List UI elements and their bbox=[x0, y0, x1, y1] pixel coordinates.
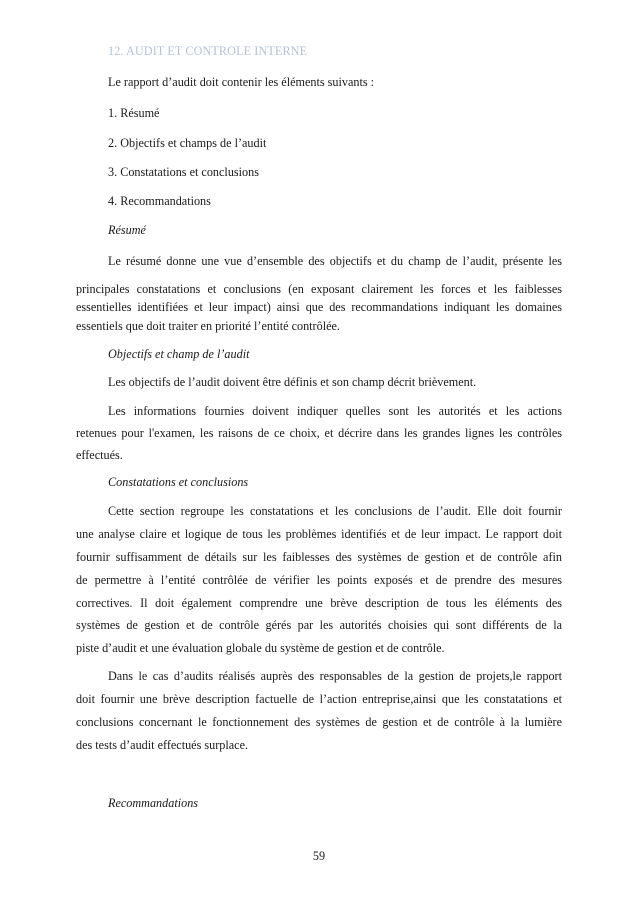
paragraph-line: Cette section regroupe les constatations et les conclusions de l’audit. Elle doit fournir bbox=[108, 504, 562, 518]
paragraph-line: conclusions concernant le fonctionnement des systèmes de gestion et de contrôle à la lumière bbox=[76, 715, 562, 729]
paragraph-line: Les informations fournies doivent indiquer quelles sont les autorités et les actions bbox=[108, 404, 562, 418]
page-number: 59 bbox=[312, 849, 326, 863]
subsection-title-resume: Résumé bbox=[108, 223, 146, 237]
paragraph-line: de permettre à l’entité contrôlée de vérifier les points exposés et de prendre des mesures bbox=[76, 573, 562, 587]
paragraph-line: une analyse claire et logique de tous les problèmes identifiés et de leur impact. Le rapport doit bbox=[76, 527, 562, 541]
paragraph-line: doit fournir une brève description factuelle de l’action entreprise,ainsi que les constatations et bbox=[76, 692, 562, 706]
paragraph-line: piste d’audit et une évaluation globale du système de gestion et de contrôle. bbox=[76, 641, 445, 655]
paragraph-line: essentielles identifiées et leur impact) ainsi que des recommandations indiquant les domaines bbox=[76, 300, 562, 314]
paragraph-line: effectués. bbox=[76, 448, 123, 462]
list-item: 2. Objectifs et champs de l’audit bbox=[108, 136, 267, 150]
paragraph-line: retenues pour l'examen, les raisons de ce choix, et décrire dans les grandes lignes les contrôles bbox=[76, 426, 562, 440]
paragraph-line: des tests d’audit effectués surplace. bbox=[76, 738, 249, 752]
paragraph-line: Les objectifs de l’audit doivent être définis et son champ décrit brièvement. bbox=[108, 375, 477, 389]
paragraph-line: essentiels que doit traiter en priorité l’entité contrôlée. bbox=[76, 319, 340, 333]
paragraph-line: Le résumé donne une vue d’ensemble des objectifs et du champ de l’audit, présente les bbox=[108, 254, 562, 268]
intro-line: Le rapport d’audit doit contenir les éléments suivants : bbox=[108, 75, 375, 89]
section-heading: 12. AUDIT ET CONTROLE INTERNE bbox=[108, 44, 308, 58]
paragraph-line: systèmes de gestion et de contrôle gérés par les autorités choisies qui sont différents de la bbox=[76, 618, 562, 632]
paragraph-line: Dans le cas d’audits réalisés auprès des responsables de la gestion de projets,le rapport bbox=[108, 669, 562, 683]
list-item: 4. Recommandations bbox=[108, 194, 211, 208]
paragraph-line: correctives. Il doit également comprendre une brève description de tous les éléments des bbox=[76, 596, 562, 610]
subsection-title-recommandations: Recommandations bbox=[108, 796, 199, 810]
list-item: 1. Résumé bbox=[108, 106, 160, 120]
subsection-title-constatations: Constatations et conclusions bbox=[108, 475, 249, 489]
list-item: 3. Constatations et conclusions bbox=[108, 165, 259, 179]
paragraph-line: principales constatations et conclusions (en exposant clairement les forces et les faiblesses bbox=[76, 282, 562, 296]
paragraph-line: fournir suffisamment de détails sur les faiblesses des systèmes de gestion et de contrôle afin bbox=[76, 550, 562, 564]
subsection-title-objectifs: Objectifs et champ de l’audit bbox=[108, 347, 250, 361]
